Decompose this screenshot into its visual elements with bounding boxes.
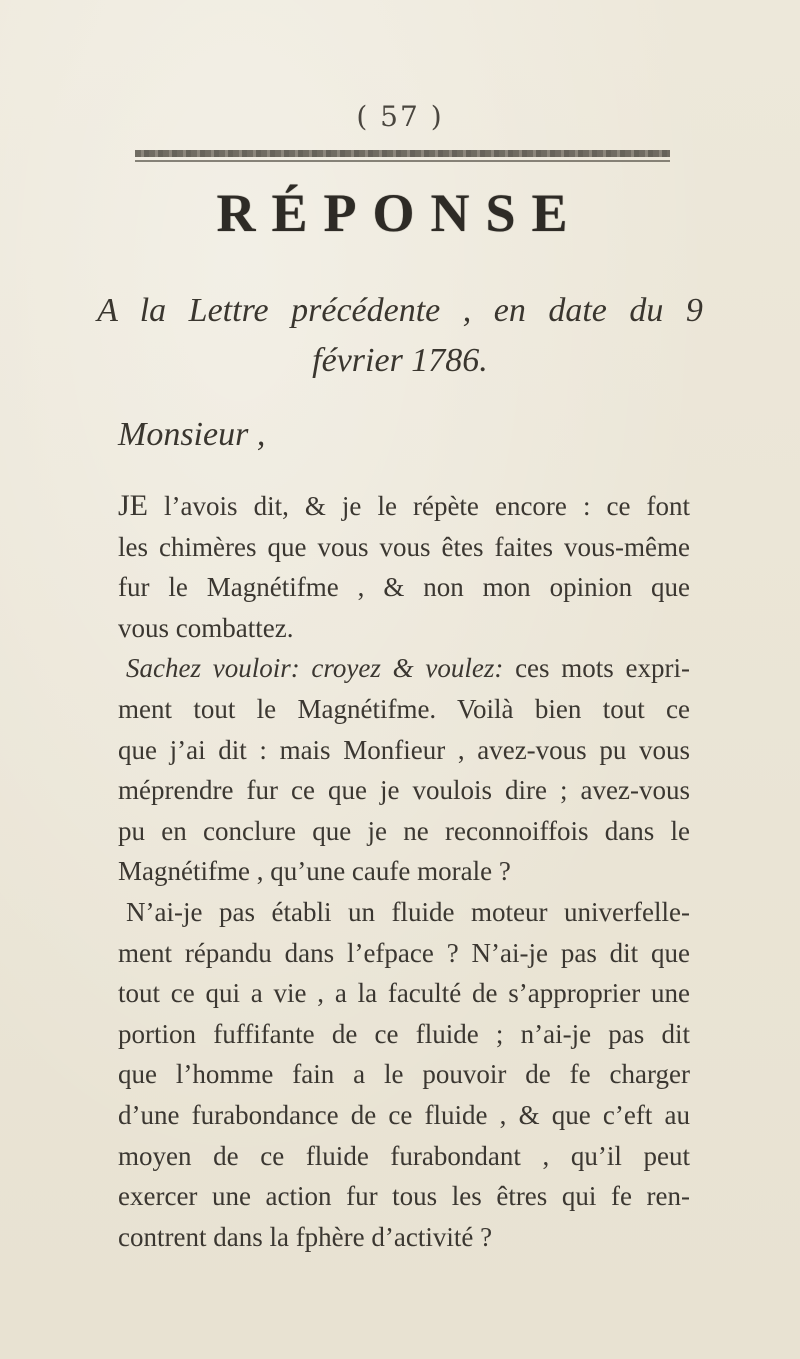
ornament-rule bbox=[135, 150, 670, 157]
text-line: tout ce qui a vie , a la faculté de s’approprier une bbox=[118, 978, 690, 1009]
text-line: Sachez vouloir: croyez & voulez: ces mots expri- bbox=[126, 653, 690, 684]
text-line: d’une furabondance de ce fluide , & que c’eft au bbox=[118, 1099, 690, 1130]
text-line: exercer une action fur tous les êtres qui fe ren- bbox=[118, 1181, 690, 1212]
body-text bbox=[118, 486, 690, 1257]
text-line: méprendre fur ce que je voulois dire ; avez-vous bbox=[118, 775, 690, 806]
text-line: JE l’avois dit, & je le répète encore : ce font bbox=[118, 489, 691, 522]
page-number: ( 57 ) bbox=[356, 100, 444, 133]
text-line: que l’homme fain a le pouvoir de fe charger bbox=[118, 1059, 690, 1090]
page-heading: RÉPONSE bbox=[216, 183, 584, 243]
text-line: N’ai-je pas établi un fluide moteur univerfelle- bbox=[126, 896, 690, 927]
text-line: ment répandu dans l’efpace ? N’ai-je pas dit que bbox=[118, 937, 690, 968]
text-line: pu en conclure que je ne reconnoiffois dans le bbox=[118, 815, 690, 846]
text-line: les chimères que vous vous êtes faites vous-même bbox=[118, 531, 690, 562]
text-line: vous combattez. bbox=[118, 612, 294, 643]
drop-word: JE bbox=[118, 489, 148, 522]
subtitle-line-1: A la Lettre précédente , en date du 9 bbox=[97, 292, 703, 329]
text-line: fur le Magnétifme , & non mon opinion que bbox=[118, 572, 690, 603]
subtitle-line-2: février 1786. bbox=[312, 342, 488, 379]
italic-phrase: Sachez vouloir: croyez & voulez: bbox=[126, 653, 504, 684]
text-line: moyen de ce fluide furabondant , qu’il peut bbox=[118, 1140, 690, 1171]
salutation: Monsieur , bbox=[118, 416, 266, 453]
text-line: ment tout le Magnétifme. Voilà bien tout ce bbox=[118, 693, 690, 724]
text-line: contrent dans la fphère d’activité ? bbox=[118, 1221, 493, 1252]
text-line: Magnétifme , qu’une caufe morale ? bbox=[118, 856, 511, 887]
ornament-rule-thin bbox=[135, 160, 670, 162]
text-line: que j’ai dit : mais Monfieur , avez-vous pu vous bbox=[118, 734, 690, 765]
text-line: portion fuffifante de ce fluide ; n’ai-je pas dit bbox=[118, 1018, 690, 1049]
